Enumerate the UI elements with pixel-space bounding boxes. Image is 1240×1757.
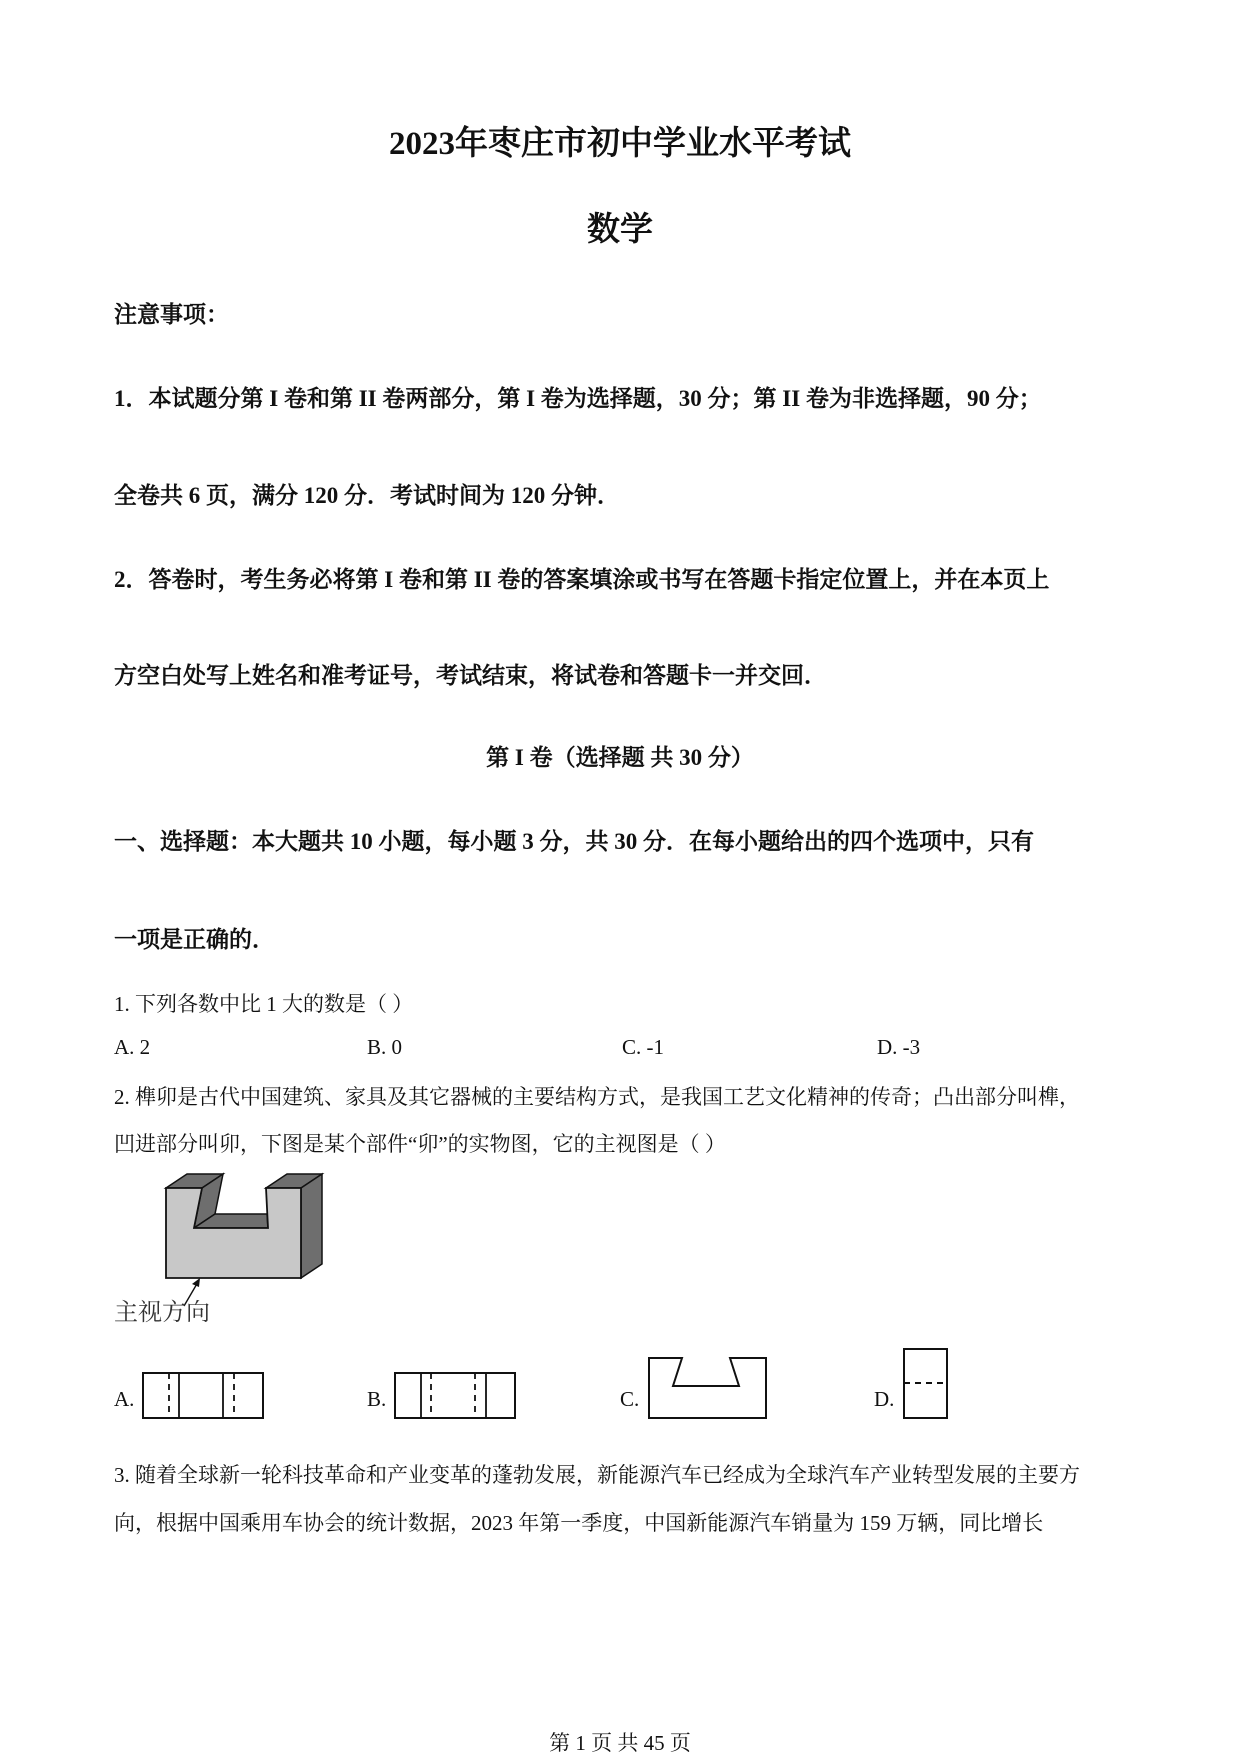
- question-2-stem-line-2: 凹进部分叫卯，下图是某个部件“卯”的实物图，它的主视图是（ ）: [114, 1132, 726, 1156]
- question-1-option-b: B. 0: [367, 1035, 403, 1059]
- question-1-option-d: D. -3: [877, 1035, 921, 1059]
- question-3-stem-line-2: 向，根据中国乘用车协会的统计数据，2023 年第一季度，中国新能源汽车销量为 159 万辆，同比增长: [114, 1511, 1044, 1535]
- notes-item-2-line-2: 方空白处写上姓名和准考证号，考试结束，将试卷和答题卡一并交回．: [114, 663, 827, 688]
- section-instructions-line-2: 一项是正确的．: [114, 927, 275, 952]
- option-b-figure: [394, 1372, 516, 1420]
- notes-item-1-line-2: 全卷共 6 页，满分 120 分．考试时间为 120 分钟．: [114, 483, 620, 508]
- question-2-option-a-label: A.: [114, 1387, 135, 1411]
- notes-item-1-line-1: 1．本试题分第 I 卷和第 II 卷两部分，第 I 卷为选择题，30 分；第 II 卷为非选择题，90 分；: [114, 386, 1042, 411]
- question-1-option-c: C. -1: [622, 1035, 664, 1059]
- question-3-stem-line-1: 3. 随着全球新一轮科技革命和产业变革的蓬勃发展，新能源汽车已经成为全球汽车产业转型发展的主要方: [114, 1463, 1080, 1487]
- question-2-option-c-label: C.: [620, 1387, 640, 1411]
- figure-caption: 主视方向: [114, 1298, 210, 1326]
- question-1-option-a: A. 2: [114, 1035, 151, 1059]
- notes-heading: 注意事项：: [114, 302, 229, 327]
- question-1-stem: 1. 下列各数中比 1 大的数是（ ）: [114, 992, 414, 1016]
- option-c-figure: [648, 1357, 768, 1420]
- notes-item-2-line-1: 2．答卷时，考生务必将第 I 卷和第 II 卷的答案填涂或书写在答题卡指定位置上，并在本页上: [114, 567, 1050, 592]
- exam-title: 2023年枣庄市初中学业水平考试: [389, 126, 851, 162]
- question-2-option-b-label: B.: [367, 1387, 387, 1411]
- mortise-3d-figure: [160, 1170, 330, 1280]
- page-footer: 第 1 页 共 45 页: [549, 1731, 691, 1755]
- question-2-option-d-label: D.: [874, 1387, 895, 1411]
- option-a-figure: [142, 1372, 264, 1420]
- exam-subject: 数学: [587, 212, 653, 248]
- section-instructions-line-1: 一、选择题：本大题共 10 小题，每小题 3 分，共 30 分．在每小题给出的四个选项中，只有: [114, 829, 1034, 854]
- question-2-stem-line-1: 2. 榫卯是古代中国建筑、家具及其它器械的主要结构方式，是我国工艺文化精神的传奇；凸出部分叫榫，: [114, 1085, 1080, 1109]
- section-heading: 第 I 卷（选择题 共 30 分）: [486, 745, 754, 770]
- option-d-figure: [903, 1348, 949, 1420]
